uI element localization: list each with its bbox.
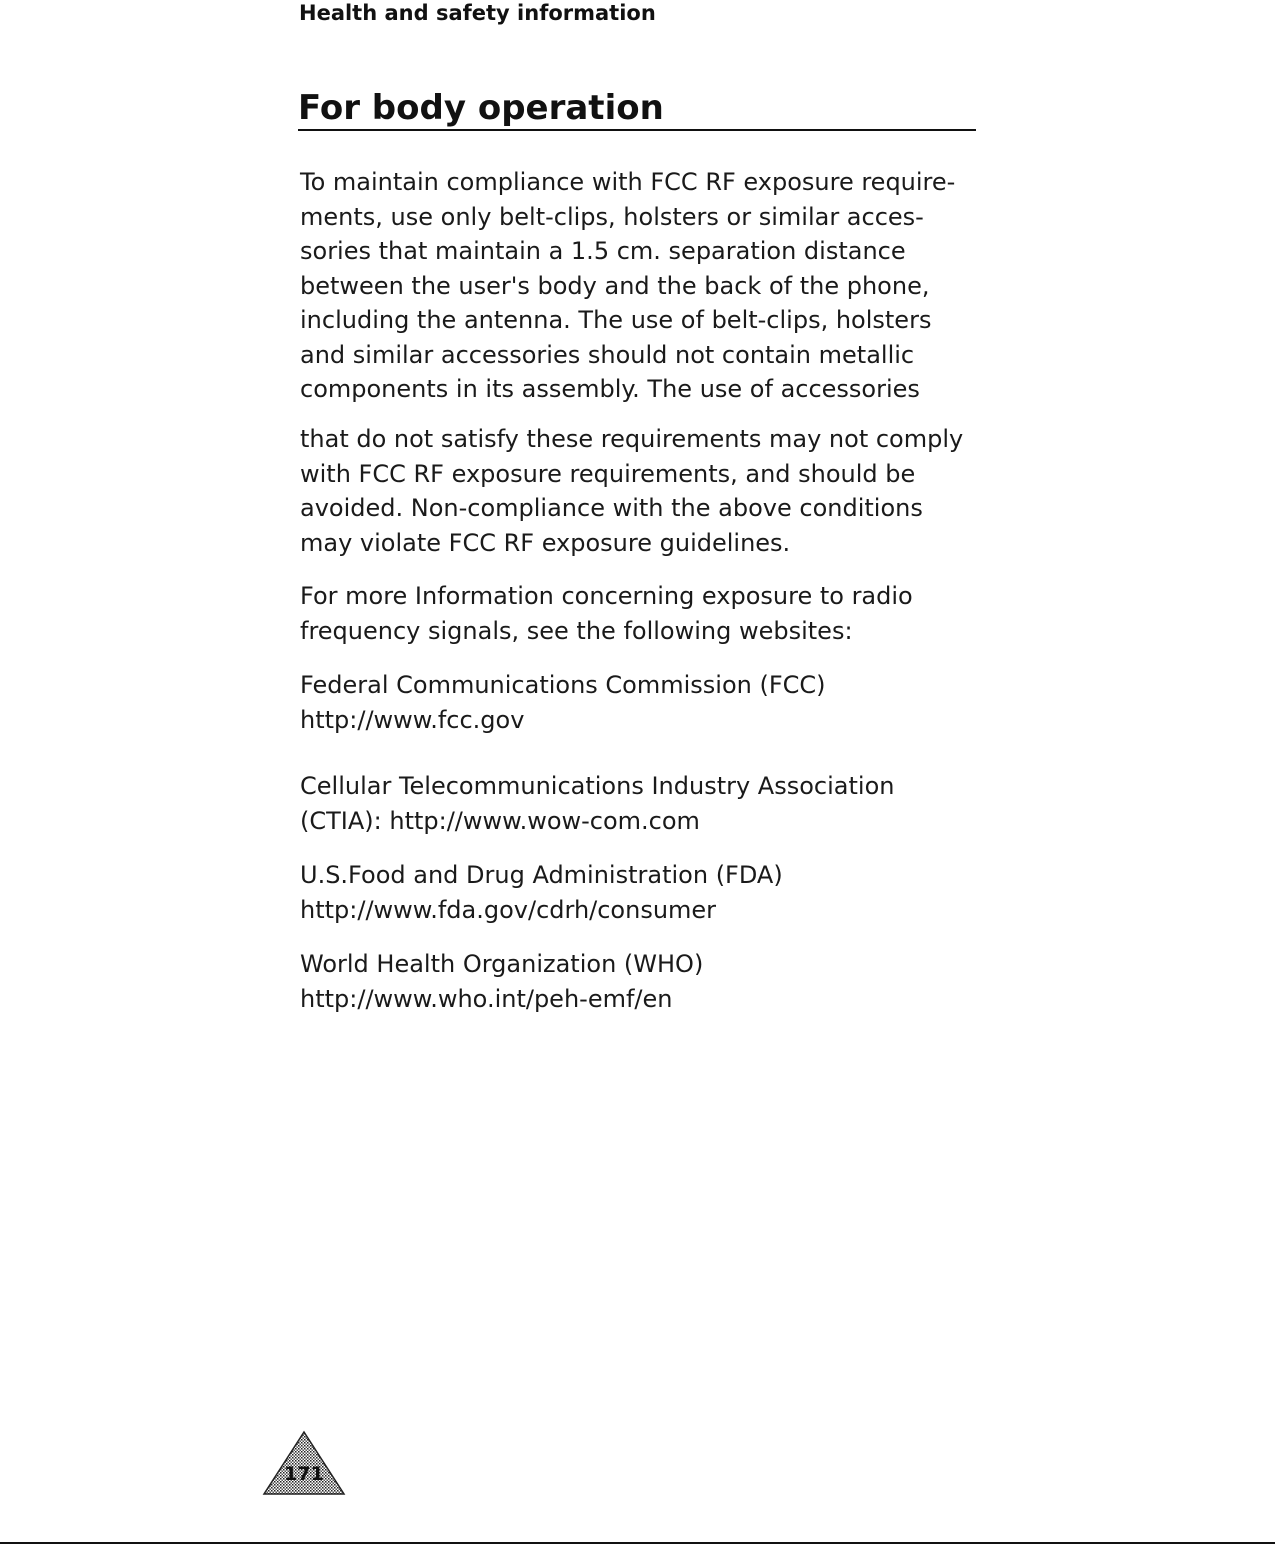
paragraph-line: and similar accessories should not contain metallic	[300, 340, 915, 369]
resource-link[interactable]: http://www.who.int/peh-emf/en	[300, 984, 673, 1013]
paragraph-line: avoided. Non-compliance with the above conditions	[300, 494, 923, 522]
paragraph-line: with FCC RF exposure requirements, and should be	[300, 459, 916, 488]
resource-fcc	[300, 668, 1040, 737]
paragraph-line: sories that maintain a 1.5 cm. separation distance	[300, 237, 906, 265]
resource-fda	[300, 858, 1040, 927]
paragraph-line: components in its assembly. The use of accessories	[300, 375, 920, 403]
resource-link[interactable]: (CTIA): http://www.wow-com.com	[300, 806, 700, 835]
paragraph-compliance	[300, 165, 1040, 407]
paragraph-line: ments, use only belt-clips, holsters or similar acces-	[300, 202, 924, 231]
paragraph-more-info	[300, 579, 1040, 648]
resource-link[interactable]: http://www.fda.gov/cdrh/consumer	[300, 895, 717, 924]
title-underline	[298, 129, 976, 131]
paragraph-line: between the user's body and the back of the phone,	[300, 271, 930, 300]
running-header: Health and safety information	[299, 1, 656, 25]
resource-ctia	[300, 769, 1040, 838]
resource-name: World Health Organization (WHO)	[300, 950, 704, 978]
page-bottom-rule	[0, 1542, 1275, 1544]
resource-who	[300, 947, 1040, 1016]
resource-name: U.S.Food and Drug Administration (FDA)	[300, 861, 783, 889]
paragraph-line: To maintain compliance with FCC RF exposure require-	[300, 168, 956, 196]
paragraph-line: including the antenna. The use of belt-clips, holsters	[300, 306, 932, 334]
paragraph-line: frequency signals, see the following websites:	[300, 616, 853, 645]
resource-link[interactable]: http://www.fcc.gov	[300, 705, 525, 734]
resource-name: Federal Communications Commission (FCC)	[300, 671, 826, 699]
paragraph-line: For more Information concerning exposure to radio	[300, 582, 913, 610]
paragraph-line: that do not satisfy these requirements may not comply	[300, 425, 964, 453]
resource-name: Cellular Telecommunications Industry Association	[300, 772, 895, 800]
paragraph-noncompliance	[300, 422, 1040, 560]
page-number: 171	[284, 1463, 324, 1485]
section-title: For body operation	[298, 88, 664, 128]
paragraph-line: may violate FCC RF exposure guidelines.	[300, 528, 791, 557]
